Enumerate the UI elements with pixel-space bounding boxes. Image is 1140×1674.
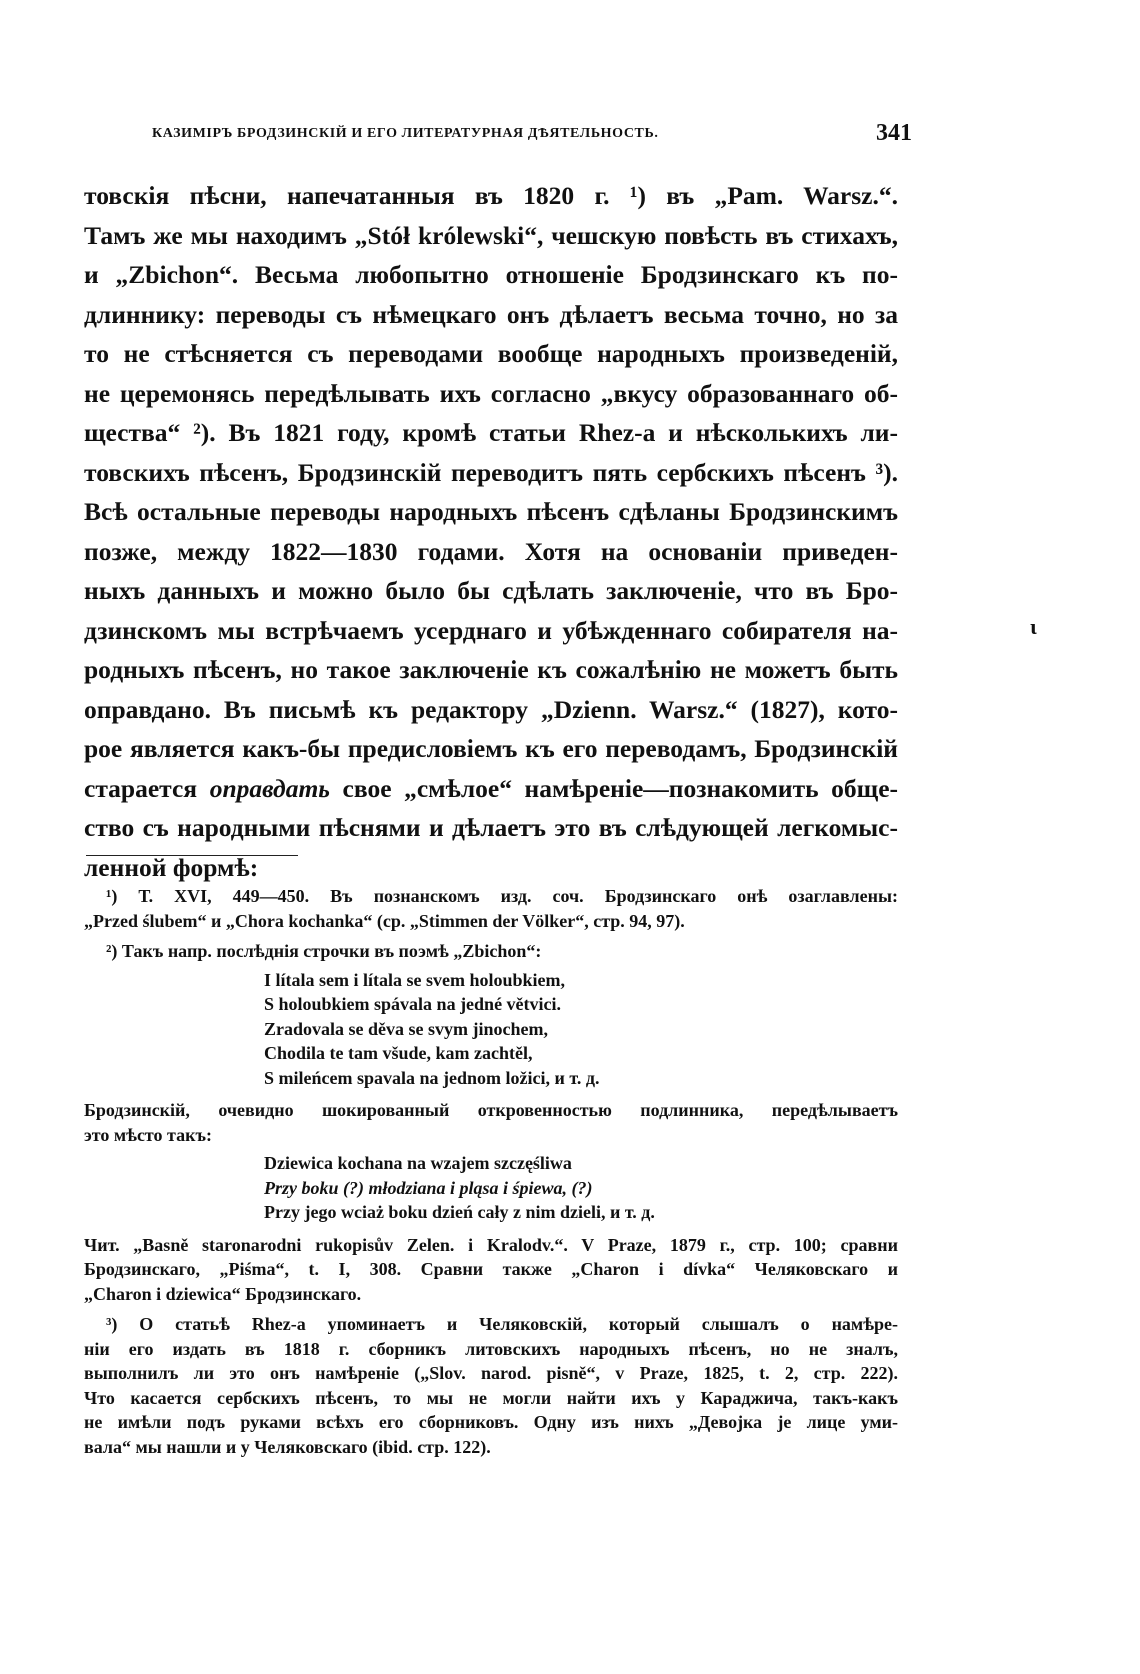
footnote-line: Что касается сербскихъ пѣсенъ, то мы не могли найти ихъ у Караджича, такъ-какъ (84, 1387, 898, 1408)
footnote-3 (84, 1312, 898, 1459)
text-line: длиннику: переводы съ нѣмецкаго онъ дѣлаетъ весьма точно, но за (84, 299, 898, 329)
footnote-line: ²) Такъ напр. послѣднія строчки въ поэмѣ „Zbichon“: (106, 941, 542, 961)
text-line: не церемонясь передѣлывать ихъ согласно „вкусу образованнаго об- (84, 378, 898, 408)
footnote-line: „Charon i dziewica“ Бродзинскаго. (84, 1283, 362, 1304)
footnote-divider (86, 855, 298, 856)
main-text (84, 176, 898, 887)
footnote-line: ніи его издать въ 1818 г. сборникъ литовскихъ народныхъ пѣсенъ, но не зналъ, (84, 1338, 898, 1359)
text-line: то не стѣсняется съ переводами вообще народныхъ произведеній, (84, 339, 898, 368)
footnote-line: не имѣли подъ руками всѣхъ его сборниковъ. Одну изъ нихъ „Девојка је лице уми- (84, 1412, 898, 1432)
verse-line: S mileńcem spavala na jednom ložici, и т. д. (264, 1067, 600, 1088)
footnote-line: Чит. „Basně staronarodni rukopisův Zelen. i Kralodv.“. V Praze, 1879 г., стр. 100; сравни (84, 1234, 898, 1255)
footnote-line: выполнилъ ли это онъ намѣреніе („Slov. narod. pisně“, v Praze, 1825, t. 2, стр. 222). (84, 1363, 898, 1383)
footnote-line: ³) О статьѣ Rhez-a упоминаетъ и Челяковскій, который слышалъ о намѣре- (106, 1314, 898, 1334)
verse-line: I lítala sem i lítala se svem holoubkiem, (264, 969, 565, 990)
verse-line: Przy jego wciaż boku dzień cały z nim dzieli, и т. д. (264, 1202, 655, 1222)
footnote-line: „Przed ślubem“ и „Chora kochanka“ (ср. „Stimmen der Völker“, стр. 94, 97). (84, 910, 685, 931)
text-segment: старается (84, 773, 198, 803)
verse-line: Chodila te tam všude, kam zachtěl, (264, 1043, 533, 1063)
footnote-1 (84, 884, 898, 933)
footnote-2 (84, 939, 898, 1306)
text-line: ленной формѣ: (84, 852, 259, 882)
footnote-line: Бродзинскій, очевидно шокированный откровенностью подлинника, передѣлываетъ (84, 1100, 898, 1120)
text-line: оправдано. Въ письмѣ къ редактору „Dzienn. Warsz.“ (1827), кото- (84, 694, 898, 724)
text-line: ство съ народными пѣснями и дѣлаетъ это въ слѣдующей легкомыс- (84, 813, 898, 842)
text-line: товскихъ пѣсенъ, Бродзинскій переводитъ пять сербскихъ пѣсенъ ³). (84, 457, 898, 487)
text-segment: свое „смѣлое“ намѣреніе—познакомить обще- (342, 773, 899, 803)
verse-line: Zradovala se děva se svym jinochem, (264, 1018, 548, 1039)
text-line: Всѣ остальные переводы народныхъ пѣсенъ сдѣланы Бродзинскимъ (84, 497, 898, 526)
verse-line-italic (264, 1176, 898, 1201)
verse-line: Dziewica kochana na wzajem szczęśliwa (264, 1153, 572, 1173)
verse-line: S holoubkiem spávala na jedné větvici. (264, 994, 562, 1014)
running-title: КАЗИМІРЪ БРОДЗИНСКІЙ И ЕГО ЛИТЕРАТУРНАЯ ДѢЯТЕЛЬНОСТЬ. (152, 126, 659, 141)
text-line: рое является какъ-бы предисловіемъ къ его переводамъ, Бродзинскій (84, 734, 898, 763)
running-header (120, 120, 920, 148)
text-line: и „Zbichon“. Весьма любопытно отношеніе Бродзинскаго къ по- (84, 260, 898, 289)
stray-mark: ι (1030, 614, 1037, 639)
italic-word: оправдать (209, 773, 330, 803)
verse-czech (264, 968, 898, 1091)
footnote-line: это мѣсто такъ: (84, 1124, 212, 1145)
italic-verse: Przy boku (?) młodziana i pląsa i śpiewa, (?) (264, 1177, 593, 1198)
footnote-line: Бродзинскаго, „Piśma“, t. I, 308. Сравни также „Charon i dívka“ Челяковскаго и (84, 1259, 898, 1279)
text-line: Тамъ же мы находимъ „Stół królewski“, чешскую повѣсть въ стихахъ, (84, 220, 898, 250)
text-line: родныхъ пѣсенъ, но такое заключеніе къ сожалѣнію не можетъ быть (84, 655, 898, 684)
footnote-line: вала“ мы нашли и у Челяковскаго (ibid. стр. 122). (84, 1436, 491, 1457)
page-number: 341 (876, 120, 912, 146)
footnote-line: ¹) Т. XVI, 449—450. Въ познанскомъ изд. соч. Бродзинскаго онѣ озаглавлены: (106, 886, 898, 906)
text-line: ныхъ данныхъ и можно было бы сдѣлать заключеніе, что въ Бро- (84, 576, 898, 605)
text-line: товскія пѣсни, напечатанныя въ 1820 г. ¹) въ „Pam. Warsz.“. (84, 181, 898, 210)
text-line: щества“ ²). Въ 1821 году, кромѣ статьи Rhez-a и нѣсколькихъ ли- (84, 418, 898, 447)
verse-polish (264, 1151, 898, 1225)
text-line: позже, между 1822—1830 годами. Хотя на основаніи приведен- (84, 536, 898, 566)
text-line-with-italic (84, 769, 898, 809)
footnotes (84, 884, 898, 1465)
text-line: дзинскомъ мы встрѣчаемъ усерднаго и убѣжденнаго собирателя на- (84, 615, 898, 645)
